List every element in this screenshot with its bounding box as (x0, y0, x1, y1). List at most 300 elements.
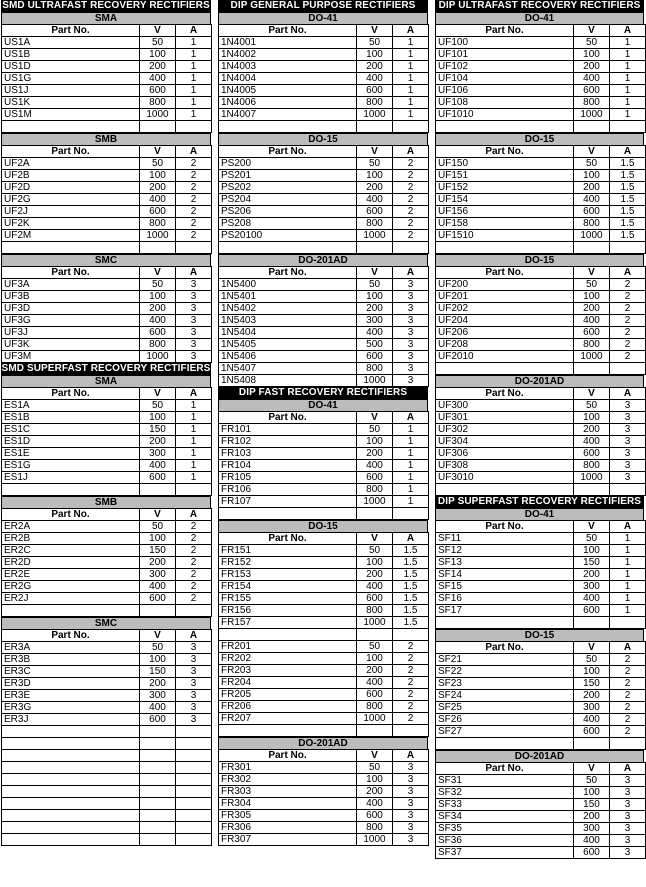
current-value: 3 (610, 811, 646, 823)
table-row (436, 472, 646, 484)
package-header: SMC (1, 617, 211, 629)
voltage-value: 100 (574, 412, 610, 424)
current-value (393, 629, 429, 641)
part-number: US1G (2, 73, 140, 85)
part-number: UF1010 (436, 109, 574, 121)
voltage-header: V (357, 412, 393, 424)
table-row (436, 291, 646, 303)
part-number: UF301 (436, 412, 574, 424)
table-row (2, 460, 212, 472)
part-number: SF15 (436, 581, 574, 593)
part-no-header: Part No. (219, 533, 357, 545)
table-header-row (2, 146, 212, 158)
current-value: 3 (393, 327, 429, 339)
voltage-header: V (357, 25, 393, 37)
current-value: 1 (176, 37, 212, 49)
part-number: UF201 (436, 291, 574, 303)
voltage-value: 600 (140, 327, 176, 339)
current-value: 1 (393, 448, 429, 460)
table-header-row (2, 25, 212, 37)
part-number: 1N5408 (219, 375, 357, 387)
part-number (219, 629, 357, 641)
table-row (219, 653, 429, 665)
voltage-value: 200 (357, 569, 393, 581)
table-row (436, 303, 646, 315)
current-header: A (176, 388, 212, 400)
table-row (219, 641, 429, 653)
voltage-value: 50 (357, 762, 393, 774)
part-number (2, 484, 140, 496)
voltage-value: 50 (357, 279, 393, 291)
table-row (219, 73, 429, 85)
part-no-header: Part No. (219, 25, 357, 37)
table-row (2, 642, 212, 654)
table-row (436, 448, 646, 460)
table-row (2, 822, 212, 834)
part-number (2, 810, 140, 822)
voltage-value: 50 (140, 279, 176, 291)
table-row (2, 73, 212, 85)
voltage-value: 800 (357, 218, 393, 230)
current-value: 2 (176, 170, 212, 182)
current-value: 2 (176, 581, 212, 593)
table-row (436, 424, 646, 436)
voltage-value: 50 (140, 642, 176, 654)
voltage-value: 50 (357, 37, 393, 49)
current-value: 3 (176, 666, 212, 678)
voltage-value: 150 (140, 424, 176, 436)
voltage-value: 1000 (357, 109, 393, 121)
table-row (219, 605, 429, 617)
voltage-header: V (574, 388, 610, 400)
table-row (219, 37, 429, 49)
part-number (2, 121, 140, 133)
part-number (436, 738, 574, 750)
current-value: 1.5 (610, 170, 646, 182)
current-value: 3 (610, 436, 646, 448)
current-value: 1 (393, 436, 429, 448)
voltage-value (357, 508, 393, 520)
part-number: UF2J (2, 206, 140, 218)
voltage-value: 100 (574, 49, 610, 61)
voltage-value: 200 (140, 678, 176, 690)
current-value: 3 (610, 400, 646, 412)
table-row (436, 811, 646, 823)
part-number: SF14 (436, 569, 574, 581)
package-header: SMB (1, 133, 211, 145)
current-value (610, 484, 646, 496)
current-value: 1 (393, 484, 429, 496)
part-number: FR306 (219, 822, 357, 834)
part-number (436, 121, 574, 133)
table-header-row (2, 509, 212, 521)
voltage-value: 50 (574, 400, 610, 412)
current-value: 1 (393, 61, 429, 73)
voltage-value (140, 750, 176, 762)
table-row (219, 713, 429, 725)
part-number: FR301 (219, 762, 357, 774)
part-number: US1M (2, 109, 140, 121)
voltage-value: 50 (574, 158, 610, 170)
voltage-value (140, 738, 176, 750)
voltage-value: 200 (140, 436, 176, 448)
voltage-header: V (140, 388, 176, 400)
current-value: 1 (610, 581, 646, 593)
current-header: A (610, 25, 646, 37)
table-row (436, 581, 646, 593)
table-row (436, 49, 646, 61)
voltage-value: 300 (357, 315, 393, 327)
part-number: SF13 (436, 557, 574, 569)
table-row (436, 787, 646, 799)
voltage-value: 200 (574, 690, 610, 702)
table-row (436, 37, 646, 49)
part-number: SF34 (436, 811, 574, 823)
current-value: 1 (176, 109, 212, 121)
part-number: ES1A (2, 400, 140, 412)
voltage-header: V (574, 267, 610, 279)
part-number: SF22 (436, 666, 574, 678)
table-row (219, 121, 429, 133)
current-value: 3 (610, 823, 646, 835)
table-row (436, 400, 646, 412)
part-number: UF200 (436, 279, 574, 291)
current-header: A (393, 146, 429, 158)
part-no-header: Part No. (436, 267, 574, 279)
voltage-value: 200 (357, 182, 393, 194)
voltage-value: 800 (357, 701, 393, 713)
voltage-value: 400 (357, 73, 393, 85)
part-number: UF3M (2, 351, 140, 363)
current-value: 1.5 (610, 158, 646, 170)
voltage-value: 1000 (357, 617, 393, 629)
current-value: 3 (393, 774, 429, 786)
table-row (2, 726, 212, 738)
table-row (219, 725, 429, 737)
part-no-header: Part No. (436, 25, 574, 37)
table-row (2, 533, 212, 545)
voltage-value (140, 786, 176, 798)
table-row (2, 738, 212, 750)
part-number: UF206 (436, 327, 574, 339)
voltage-value: 1000 (140, 230, 176, 242)
parts-table (218, 266, 429, 387)
part-number: PS206 (219, 206, 357, 218)
table-row (436, 158, 646, 170)
parts-table (435, 762, 646, 859)
table-row (219, 327, 429, 339)
parts-table (1, 508, 212, 617)
voltage-value: 200 (140, 182, 176, 194)
part-number: FR307 (219, 834, 357, 846)
table-row (219, 194, 429, 206)
voltage-value: 50 (574, 279, 610, 291)
voltage-value: 400 (574, 593, 610, 605)
current-value: 3 (610, 448, 646, 460)
current-value: 3 (393, 810, 429, 822)
part-number (2, 242, 140, 254)
parts-table (1, 387, 212, 496)
voltage-header: V (574, 146, 610, 158)
part-number: FR154 (219, 581, 357, 593)
voltage-value: 100 (140, 49, 176, 61)
part-number: UF156 (436, 206, 574, 218)
table-row (436, 823, 646, 835)
voltage-value: 50 (574, 37, 610, 49)
voltage-value: 100 (140, 654, 176, 666)
current-value: 2 (176, 521, 212, 533)
table-row (2, 182, 212, 194)
current-value (176, 786, 212, 798)
voltage-value: 1000 (140, 109, 176, 121)
voltage-value: 400 (357, 798, 393, 810)
current-value: 1.5 (610, 194, 646, 206)
table-row (436, 279, 646, 291)
voltage-value (574, 738, 610, 750)
current-value: 2 (176, 230, 212, 242)
part-number: UF302 (436, 424, 574, 436)
part-number: UF106 (436, 85, 574, 97)
current-value: 3 (176, 702, 212, 714)
voltage-value: 800 (357, 822, 393, 834)
current-value: 3 (393, 315, 429, 327)
part-number: ES1J (2, 472, 140, 484)
table-row (436, 61, 646, 73)
current-value: 2 (176, 182, 212, 194)
part-no-header: Part No. (2, 388, 140, 400)
voltage-value (574, 121, 610, 133)
voltage-header: V (357, 750, 393, 762)
part-no-header: Part No. (436, 763, 574, 775)
part-number: SF36 (436, 835, 574, 847)
current-value (176, 810, 212, 822)
part-number (2, 798, 140, 810)
part-no-header: Part No. (2, 267, 140, 279)
voltage-value: 600 (140, 472, 176, 484)
current-value (176, 726, 212, 738)
part-no-header: Part No. (219, 750, 357, 762)
current-value: 3 (393, 762, 429, 774)
current-value: 1 (610, 37, 646, 49)
table-header-row (436, 267, 646, 279)
part-number: SF27 (436, 726, 574, 738)
parts-table (1, 629, 212, 846)
table-row (219, 339, 429, 351)
current-value: 3 (393, 822, 429, 834)
part-number: ER3A (2, 642, 140, 654)
part-number: SF32 (436, 787, 574, 799)
table-row (2, 37, 212, 49)
voltage-value: 50 (574, 775, 610, 787)
voltage-value: 800 (574, 460, 610, 472)
voltage-value: 600 (574, 327, 610, 339)
voltage-header: V (574, 25, 610, 37)
part-number: UF3D (2, 303, 140, 315)
voltage-value (357, 121, 393, 133)
voltage-header: V (357, 146, 393, 158)
part-number: UF2M (2, 230, 140, 242)
current-value: 1.5 (610, 182, 646, 194)
table-row (436, 315, 646, 327)
table-row (219, 786, 429, 798)
table-row (2, 798, 212, 810)
part-number: 1N5404 (219, 327, 357, 339)
part-number: UF108 (436, 97, 574, 109)
current-header: A (393, 267, 429, 279)
part-number: ER2A (2, 521, 140, 533)
table-row (2, 242, 212, 254)
part-number: ES1E (2, 448, 140, 460)
voltage-value: 1000 (140, 351, 176, 363)
current-value (176, 121, 212, 133)
part-number: ES1G (2, 460, 140, 472)
table-row (219, 557, 429, 569)
voltage-value: 400 (140, 581, 176, 593)
current-value: 1.5 (393, 581, 429, 593)
current-value: 1.5 (610, 218, 646, 230)
part-number: FR155 (219, 593, 357, 605)
current-header: A (176, 267, 212, 279)
current-value: 2 (610, 315, 646, 327)
current-value: 2 (610, 726, 646, 738)
current-value (393, 242, 429, 254)
current-value: 3 (176, 690, 212, 702)
voltage-value: 600 (574, 847, 610, 859)
table-row (219, 351, 429, 363)
current-value (610, 363, 646, 375)
part-number: SF12 (436, 545, 574, 557)
part-no-header: Part No. (2, 25, 140, 37)
part-number: 1N4004 (219, 73, 357, 85)
table-row (2, 315, 212, 327)
table-row (2, 605, 212, 617)
part-number (436, 484, 574, 496)
voltage-value: 300 (140, 569, 176, 581)
voltage-value: 100 (357, 291, 393, 303)
current-value: 2 (393, 230, 429, 242)
voltage-value: 800 (357, 605, 393, 617)
table-row (219, 182, 429, 194)
part-number: FR102 (219, 436, 357, 448)
current-value: 3 (610, 472, 646, 484)
voltage-value (357, 629, 393, 641)
table-row (436, 242, 646, 254)
section-title: DIP ULTRAFAST RECOVERY RECTIFIERS (435, 0, 644, 12)
parts-table (218, 411, 429, 520)
voltage-value: 400 (574, 714, 610, 726)
part-number (2, 738, 140, 750)
part-number: FR106 (219, 484, 357, 496)
current-value: 1 (610, 49, 646, 61)
table-row (2, 484, 212, 496)
part-number: FR304 (219, 798, 357, 810)
current-value: 1 (393, 424, 429, 436)
table-row (436, 170, 646, 182)
part-no-header: Part No. (2, 146, 140, 158)
voltage-value: 100 (357, 49, 393, 61)
current-value: 3 (393, 351, 429, 363)
part-number: PS202 (219, 182, 357, 194)
table-row (436, 702, 646, 714)
part-number: US1K (2, 97, 140, 109)
part-number: 1N5405 (219, 339, 357, 351)
voltage-value: 200 (357, 786, 393, 798)
table-header-row (436, 146, 646, 158)
table-row (219, 677, 429, 689)
voltage-value: 1000 (574, 230, 610, 242)
voltage-value: 200 (574, 811, 610, 823)
voltage-value: 200 (574, 182, 610, 194)
voltage-value: 100 (574, 666, 610, 678)
current-value: 1 (610, 61, 646, 73)
voltage-value: 200 (357, 448, 393, 460)
part-number: UF304 (436, 436, 574, 448)
part-number: PS200 (219, 158, 357, 170)
voltage-value: 400 (574, 315, 610, 327)
current-value: 1 (176, 412, 212, 424)
table-row (219, 375, 429, 387)
current-value: 1 (393, 97, 429, 109)
voltage-value: 50 (357, 641, 393, 653)
section-title: SMD SUPERFAST RECOVERY RECTIFIERS (1, 363, 211, 374)
parts-table (435, 24, 646, 133)
current-value: 3 (176, 714, 212, 726)
part-number: FR157 (219, 617, 357, 629)
current-value (176, 242, 212, 254)
table-row (219, 810, 429, 822)
part-number: 1N5406 (219, 351, 357, 363)
current-value (176, 605, 212, 617)
part-number: SF33 (436, 799, 574, 811)
table-row (219, 460, 429, 472)
voltage-value (357, 242, 393, 254)
current-value: 3 (176, 642, 212, 654)
part-number: UF1510 (436, 230, 574, 242)
current-value: 2 (176, 533, 212, 545)
part-number: FR201 (219, 641, 357, 653)
table-header-row (219, 146, 429, 158)
current-value: 3 (393, 798, 429, 810)
part-number: 1N5401 (219, 291, 357, 303)
table-row (2, 750, 212, 762)
table-row (219, 629, 429, 641)
part-number: SF16 (436, 593, 574, 605)
voltage-value: 300 (574, 823, 610, 835)
voltage-value: 150 (574, 678, 610, 690)
part-number: ER2C (2, 545, 140, 557)
table-row (2, 61, 212, 73)
package-header: SMC (1, 254, 211, 266)
table-row (2, 702, 212, 714)
part-number: UF151 (436, 170, 574, 182)
current-header: A (610, 146, 646, 158)
current-value: 1 (610, 569, 646, 581)
current-value: 3 (176, 339, 212, 351)
current-value: 1 (610, 85, 646, 97)
section-title: DIP SUPERFAST RECOVERY RECTIFIERS (435, 496, 644, 508)
voltage-value (140, 484, 176, 496)
voltage-value: 600 (140, 593, 176, 605)
current-value (610, 242, 646, 254)
table-row (219, 303, 429, 315)
table-row (2, 351, 212, 363)
current-value: 2 (393, 194, 429, 206)
voltage-value: 600 (357, 810, 393, 822)
voltage-value: 600 (357, 351, 393, 363)
part-number: 1N4006 (219, 97, 357, 109)
table-row (2, 545, 212, 557)
current-value: 1 (610, 109, 646, 121)
